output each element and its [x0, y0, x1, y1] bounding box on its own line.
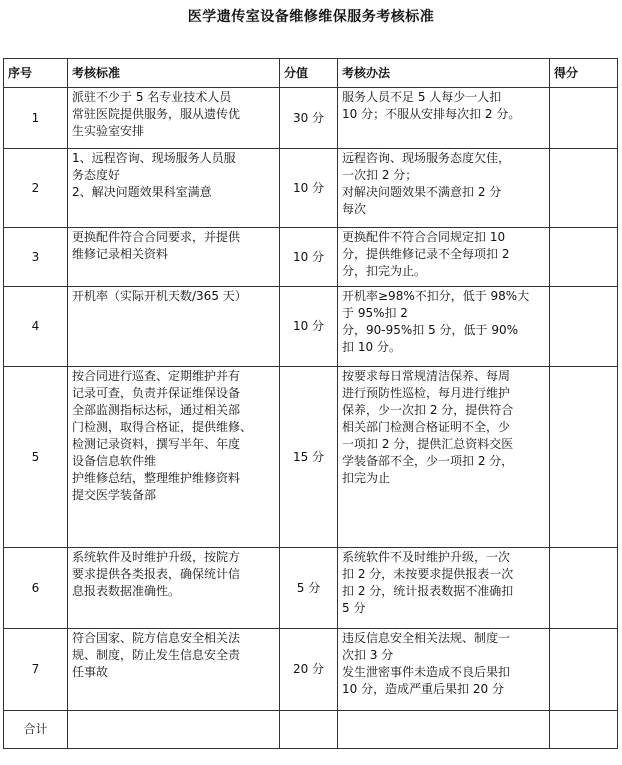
- row-result: [550, 228, 618, 287]
- row-score: 20 分: [280, 629, 338, 711]
- row-no: 3: [4, 228, 68, 287]
- total-method: [338, 711, 550, 749]
- row-no: 6: [4, 548, 68, 629]
- table-row: [4, 228, 618, 287]
- row-method: 系统软件不及时维护升级，一次 扣 2 分，未按要求提供报表一次 扣 2 分，统计报表数据不准确扣 5 分: [342, 550, 514, 615]
- row-no: 4: [4, 287, 68, 367]
- total-row: [4, 711, 618, 749]
- row-method: 更换配件不符合合同规定扣 10 分，提供维修记录不全每项扣 2 分，扣完为止。: [342, 230, 510, 278]
- row-standard: 1、远程咨询、现场服务人员服 务态度好 2、解决问题效果科室满意: [72, 151, 236, 199]
- row-score: 10 分: [280, 149, 338, 228]
- row-standard: 开机率（实际开机天数/365 天）: [72, 289, 247, 303]
- table-header-row: [4, 59, 618, 88]
- row-method: 按要求每日常规清洁保养、每周 进行预防性巡检，每月进行维护 保养，少一次扣 2 分，提供符合 相关部门检测合格证明不全，少 一项扣 2 分，提供汇总资料交医 学装备部不全，少一项扣 2 分， 扣完为止: [342, 369, 514, 485]
- row-standard: 更换配件符合合同要求，并提供 维修记录相关资料: [72, 230, 241, 261]
- table-row: [4, 629, 618, 711]
- total-result: [550, 711, 618, 749]
- header-standard: 考核标准: [68, 59, 280, 88]
- row-result: [550, 367, 618, 548]
- row-no: 2: [4, 149, 68, 228]
- row-score: 30 分: [280, 88, 338, 149]
- row-standard: 按合同进行巡查、定期维护并有 记录可查，负责并保证维保设备 全部监测指标达标，通过相关部 门检测，取得合格证，提供维修、 检测记录资料，撰写半年、年度 设备信息软件维 护维修总结，整理维护维修资料 提交医学装备部: [72, 369, 253, 502]
- header-method: 考核办法: [338, 59, 550, 88]
- row-score: 10 分: [280, 287, 338, 367]
- table-row: [4, 367, 618, 548]
- row-result: [550, 88, 618, 149]
- row-no: 7: [4, 629, 68, 711]
- total-score: [280, 711, 338, 749]
- header-result: 得分: [550, 59, 618, 88]
- document-title: 医学遗传室设备维修维保服务考核标准: [187, 9, 435, 25]
- row-no: 1: [4, 88, 68, 149]
- row-standard: 符合国家、院方信息安全相关法 规、制度，防止发生信息安全责 任事故: [72, 631, 241, 679]
- row-standard: 系统软件及时维护升级，按院方 要求提供各类报表，确保统计信 息报表数据准确性。: [72, 550, 241, 598]
- table-row: [4, 287, 618, 367]
- table-row: [4, 88, 618, 149]
- row-result: [550, 287, 618, 367]
- row-result: [550, 629, 618, 711]
- row-method: 违反信息安全相关法规、制度一 次扣 3 分 发生泄密事件未造成不良后果扣 10 分，造成严重后果扣 20 分: [342, 631, 511, 696]
- table-row: [4, 548, 618, 629]
- row-result: [550, 548, 618, 629]
- total-label: 合计: [4, 711, 68, 749]
- header-no: 序号: [4, 59, 68, 88]
- row-method: 远程咨询、现场服务态度欠佳， 一次扣 2 分； 对解决问题效果不满意扣 2 分 每次: [342, 151, 511, 216]
- assessment-table: [3, 58, 618, 749]
- row-method: 服务人员不足 5 人每少一人扣 10 分；不服从安排每次扣 2 分。: [342, 90, 521, 121]
- header-score: 分值: [280, 59, 338, 88]
- row-standard: 派驻不少于 5 名专业技术人员 常驻医院提供服务，服从遗传优 生实验室安排: [72, 90, 241, 138]
- row-method: 开机率≥98%不扣分，低于 98%大 于 95%扣 2 分，90-95%扣 5 分，低于 90% 扣 10 分。: [342, 289, 530, 354]
- row-no: 5: [4, 367, 68, 548]
- row-score: 10 分: [280, 228, 338, 287]
- row-result: [550, 149, 618, 228]
- table-row: [4, 149, 618, 228]
- row-score: 15 分: [280, 367, 338, 548]
- total-standard: [68, 711, 280, 749]
- row-score: 5 分: [280, 548, 338, 629]
